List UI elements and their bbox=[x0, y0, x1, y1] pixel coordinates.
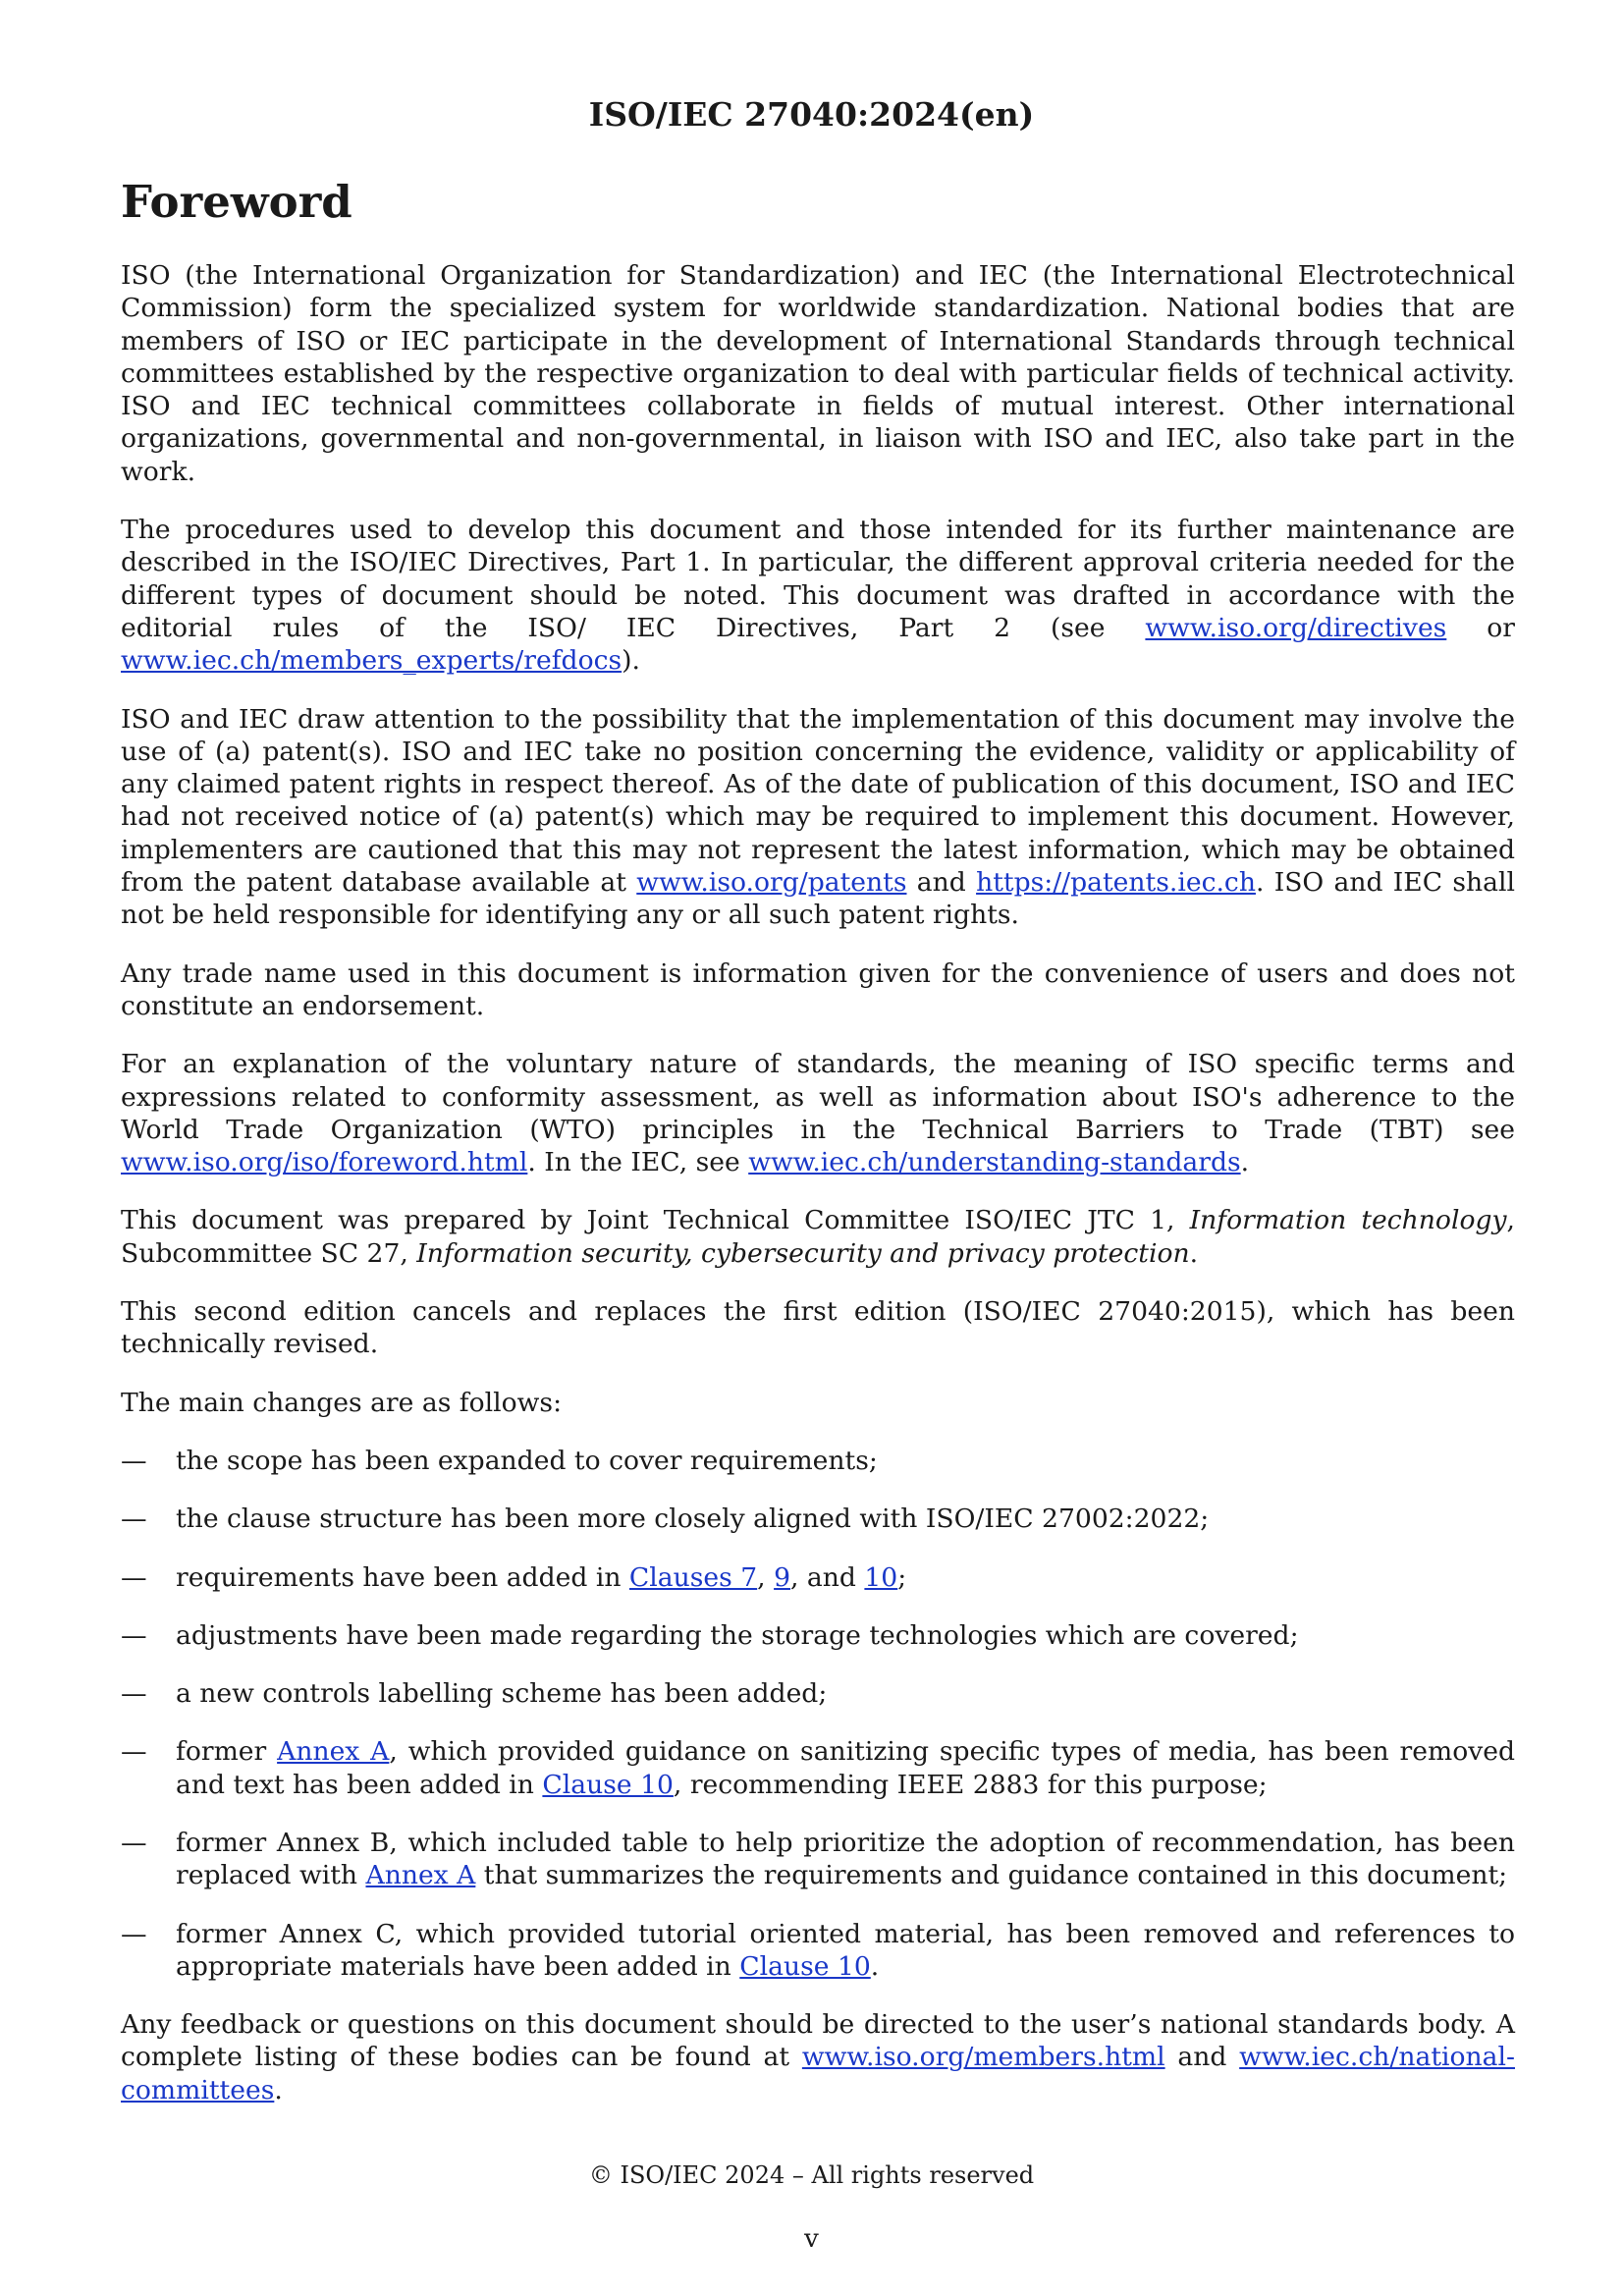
paragraph-procedures: The procedures used to develop this document and those intended for its further maintenance are described in the ISO/IEC Directives, Part 1. In particular, the different approval criteria needed for the different types of document should be noted. This document was drafted in accordance with the editorial rules of the ISO/ IEC Directives, Part 2 (see www.iso.org/directives or www.iec.ch/members_experts/refdocs). bbox=[121, 515, 1515, 677]
link-iec-national-committees[interactable]: www.iec.ch/national-committees bbox=[121, 2042, 1515, 2105]
link-iso-patents[interactable]: www.iso.org/patents bbox=[636, 867, 907, 899]
paragraph-edition: This second edition cancels and replaces the first edition (ISO/IEC 27040:2015), which has been technically revised. bbox=[121, 1296, 1515, 1360]
link-clause-10[interactable]: Clause 10 bbox=[739, 1950, 871, 1982]
changes-list bbox=[121, 1445, 1515, 1983]
link-annex-a[interactable]: Annex A bbox=[365, 1860, 476, 1891]
link-iso-members[interactable]: www.iso.org/members.html bbox=[801, 2042, 1165, 2073]
document-header: ISO/IEC 27040:2024(en) bbox=[588, 95, 1035, 134]
page-number: v bbox=[804, 2224, 819, 2254]
paragraph-main-changes-intro: The main changes are as follows: bbox=[121, 1387, 563, 1418]
paragraph-patents: ISO and IEC draw attention to the possibility that the implementation of this document may involve the use of (a) patent(s). ISO and IEC take no position concerning the evidence, validity or applicability of any claimed patent rights in respect thereof. As of the date of publication of this document, ISO and IEC had not received notice of (a) patent(s) which may be required to implement this document. However, implementers are cautioned that this may not represent the latest information, which may be obtained from the patent database available at www.iso.org/patents and https://patents.iec.ch. ISO and IEC shall not be held responsible for identifying any or all such patent rights. bbox=[121, 703, 1515, 931]
list-item: — the scope has been expanded to cover requirements; bbox=[121, 1445, 878, 1476]
list-item: — adjustments have been made regarding the storage technologies which are covered; bbox=[121, 1619, 1299, 1651]
list-item: — former Annex C, which provided tutorial oriented material, has been removed and references to appropriate materials have been added in Clause 10. bbox=[121, 1918, 1515, 1982]
paragraph-voluntary-nature: For an explanation of the voluntary nature of standards, the meaning of ISO specific terms and expressions related to conformity assessment, as well as information about ISO's adherence to the World Trade Organization (WTO) principles in the Technical Barriers to Trade (TBT) see www.iso.org/iso/foreword.html. In the IEC, see www.iec.ch/understanding-standards. bbox=[121, 1049, 1515, 1178]
list-item: — a new controls labelling scheme has been added; bbox=[121, 1678, 828, 1710]
link-clauses-7[interactable]: Clauses 7 bbox=[628, 1561, 758, 1593]
paragraph-feedback: Any feedback or questions on this document should be directed to the user’s national standards body. A complete listing of these bodies can be found at www.iso.org/members.html and www.iec.ch/national-committees. bbox=[121, 2009, 1515, 2105]
foreword-content bbox=[121, 175, 1515, 2132]
paragraph-trade-name: Any trade name used in this document is information given for the convenience of users and does not constitute an endorsement. bbox=[121, 957, 1515, 1021]
list-item: — the clause structure has been more closely aligned with ISO/IEC 27002:2022; bbox=[121, 1503, 1210, 1535]
list-item: — former Annex B, which included table to help prioritize the adoption of recommendation, has been replaced with Annex A that summarizes the requirements and guidance contained in this document; bbox=[121, 1827, 1515, 1891]
link-clause-10[interactable]: 10 bbox=[864, 1561, 898, 1593]
link-iec-patents[interactable]: https://patents.iec.ch bbox=[976, 867, 1256, 899]
link-iec-understanding-standards[interactable]: www.iec.ch/understanding-standards bbox=[748, 1147, 1241, 1178]
link-clause-9[interactable]: 9 bbox=[774, 1561, 791, 1593]
paragraph-organizations: ISO (the International Organization for Standardization) and IEC (the International Electrotechnical Commission) form the specialized system for worldwide standardization. National bodies that are members of ISO or IEC participate in the development of International Standards through technical committees established by the respective organization to deal with particular fields of technical activity. ISO and IEC technical committees collaborate in fields of mutual interest. Other international organizations, governmental and non-governmental, in liaison with ISO and IEC, also take part in the work. bbox=[121, 260, 1515, 487]
link-iso-foreword[interactable]: www.iso.org/iso/foreword.html bbox=[121, 1147, 528, 1178]
list-item: — former Annex A, which provided guidance on sanitizing specific types of media, has been removed and text has been added in Clause 10, recommending IEEE 2883 for this purpose; bbox=[121, 1736, 1516, 1800]
link-clause-10[interactable]: Clause 10 bbox=[542, 1769, 674, 1800]
link-iec-refdocs[interactable]: www.iec.ch/members_experts/refdocs bbox=[121, 645, 622, 677]
list-item: — requirements have been added in Clauses 7, 9, and 10; bbox=[121, 1561, 907, 1593]
link-annex-a[interactable]: Annex A bbox=[277, 1736, 390, 1768]
copyright-footer: © ISO/IEC 2024 – All rights reserved bbox=[588, 2161, 1035, 2189]
link-iso-directives[interactable]: www.iso.org/directives bbox=[1145, 612, 1447, 643]
paragraph-prepared-by: This document was prepared by Joint Technical Committee ISO/IEC JTC 1, Information technology, Subcommittee SC 27, Information security, cybersecurity and privacy protection. bbox=[121, 1205, 1515, 1269]
page-title: Foreword bbox=[121, 176, 352, 228]
